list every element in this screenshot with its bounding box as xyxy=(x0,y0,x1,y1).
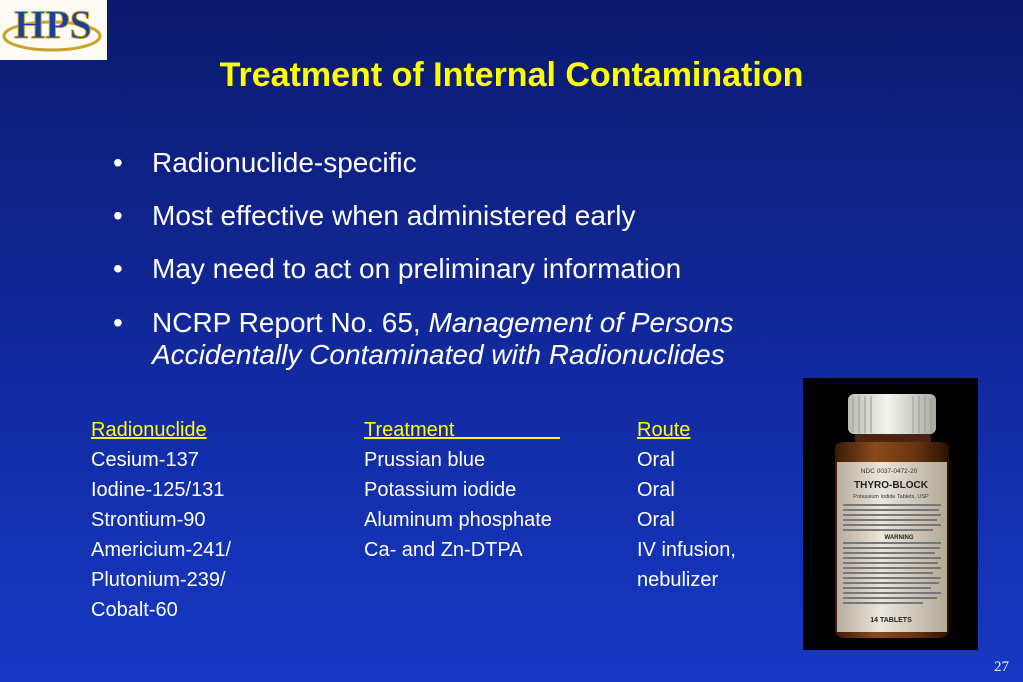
table-cell: Oral xyxy=(637,509,675,531)
column-header-radionuclide: Radionuclide xyxy=(91,419,207,441)
hps-logo-graphic xyxy=(0,0,107,60)
medicine-bottle-photo xyxy=(803,378,978,650)
bullet-dot: • xyxy=(113,307,123,338)
bullet-text: May need to act on preliminary information xyxy=(152,253,682,284)
bullet-text-italic: Management of Persons xyxy=(428,307,734,338)
bullet-text: Most effective when administered early xyxy=(152,200,636,231)
label-warning: WARNING xyxy=(884,535,914,541)
table-cell: Ca- and Zn-DTPA xyxy=(364,539,523,561)
column-header-treatment xyxy=(364,415,560,445)
table-cell: Strontium-90 xyxy=(91,509,206,531)
bottle-cap xyxy=(848,394,936,434)
logo-text: HPS xyxy=(14,2,92,47)
table-cell: Iodine-125/131 xyxy=(91,479,225,501)
header-underline-spacer xyxy=(454,419,560,441)
bullet-text: Radionuclide-specific xyxy=(152,147,417,178)
table-cell: Potassium iodide xyxy=(364,479,517,501)
bottle-illustration xyxy=(803,378,978,650)
page-number: 27 xyxy=(994,659,1009,675)
table-column-route xyxy=(637,415,736,595)
table-cell: Cobalt-60 xyxy=(91,599,178,621)
table-cell: Prussian blue xyxy=(364,449,486,471)
table-column-treatment xyxy=(364,415,560,565)
hps-logo xyxy=(0,0,107,60)
bullet-text-plain: NCRP Report No. 65, xyxy=(152,307,429,338)
table-cell: Oral xyxy=(637,479,675,501)
bullet-text xyxy=(152,307,734,339)
bullet-dot: • xyxy=(113,200,123,231)
label-subtitle: Potassium Iodide Tablets, USP xyxy=(853,494,929,500)
label-count: 14 TABLETS xyxy=(870,617,912,624)
bullet-text-italic: Accidentally Contaminated with Radionuclides xyxy=(152,339,725,370)
column-header-route: Route xyxy=(637,419,691,441)
slide-title: Treatment of Internal Contamination xyxy=(219,56,804,94)
table-cell: Plutonium-239/ xyxy=(91,569,226,591)
table-cell: Oral xyxy=(637,449,675,471)
table-cell: Americium-241/ xyxy=(91,539,232,561)
label-ndc: NDC 0037-0472-20 xyxy=(860,468,918,475)
table-column-radionuclide xyxy=(91,415,231,625)
label-fine-print xyxy=(843,504,941,604)
table-cell: IV infusion, xyxy=(637,539,736,561)
table-cell: nebulizer xyxy=(637,569,719,591)
table-cell: Aluminum phosphate xyxy=(364,509,552,531)
table-cell: Cesium-137 xyxy=(91,449,199,471)
label-brand: THYRO-BLOCK xyxy=(854,480,928,491)
bullet-dot: • xyxy=(113,253,123,284)
column-header-treatment-text: Treatment xyxy=(364,419,455,441)
bullet-dot: • xyxy=(113,147,123,178)
